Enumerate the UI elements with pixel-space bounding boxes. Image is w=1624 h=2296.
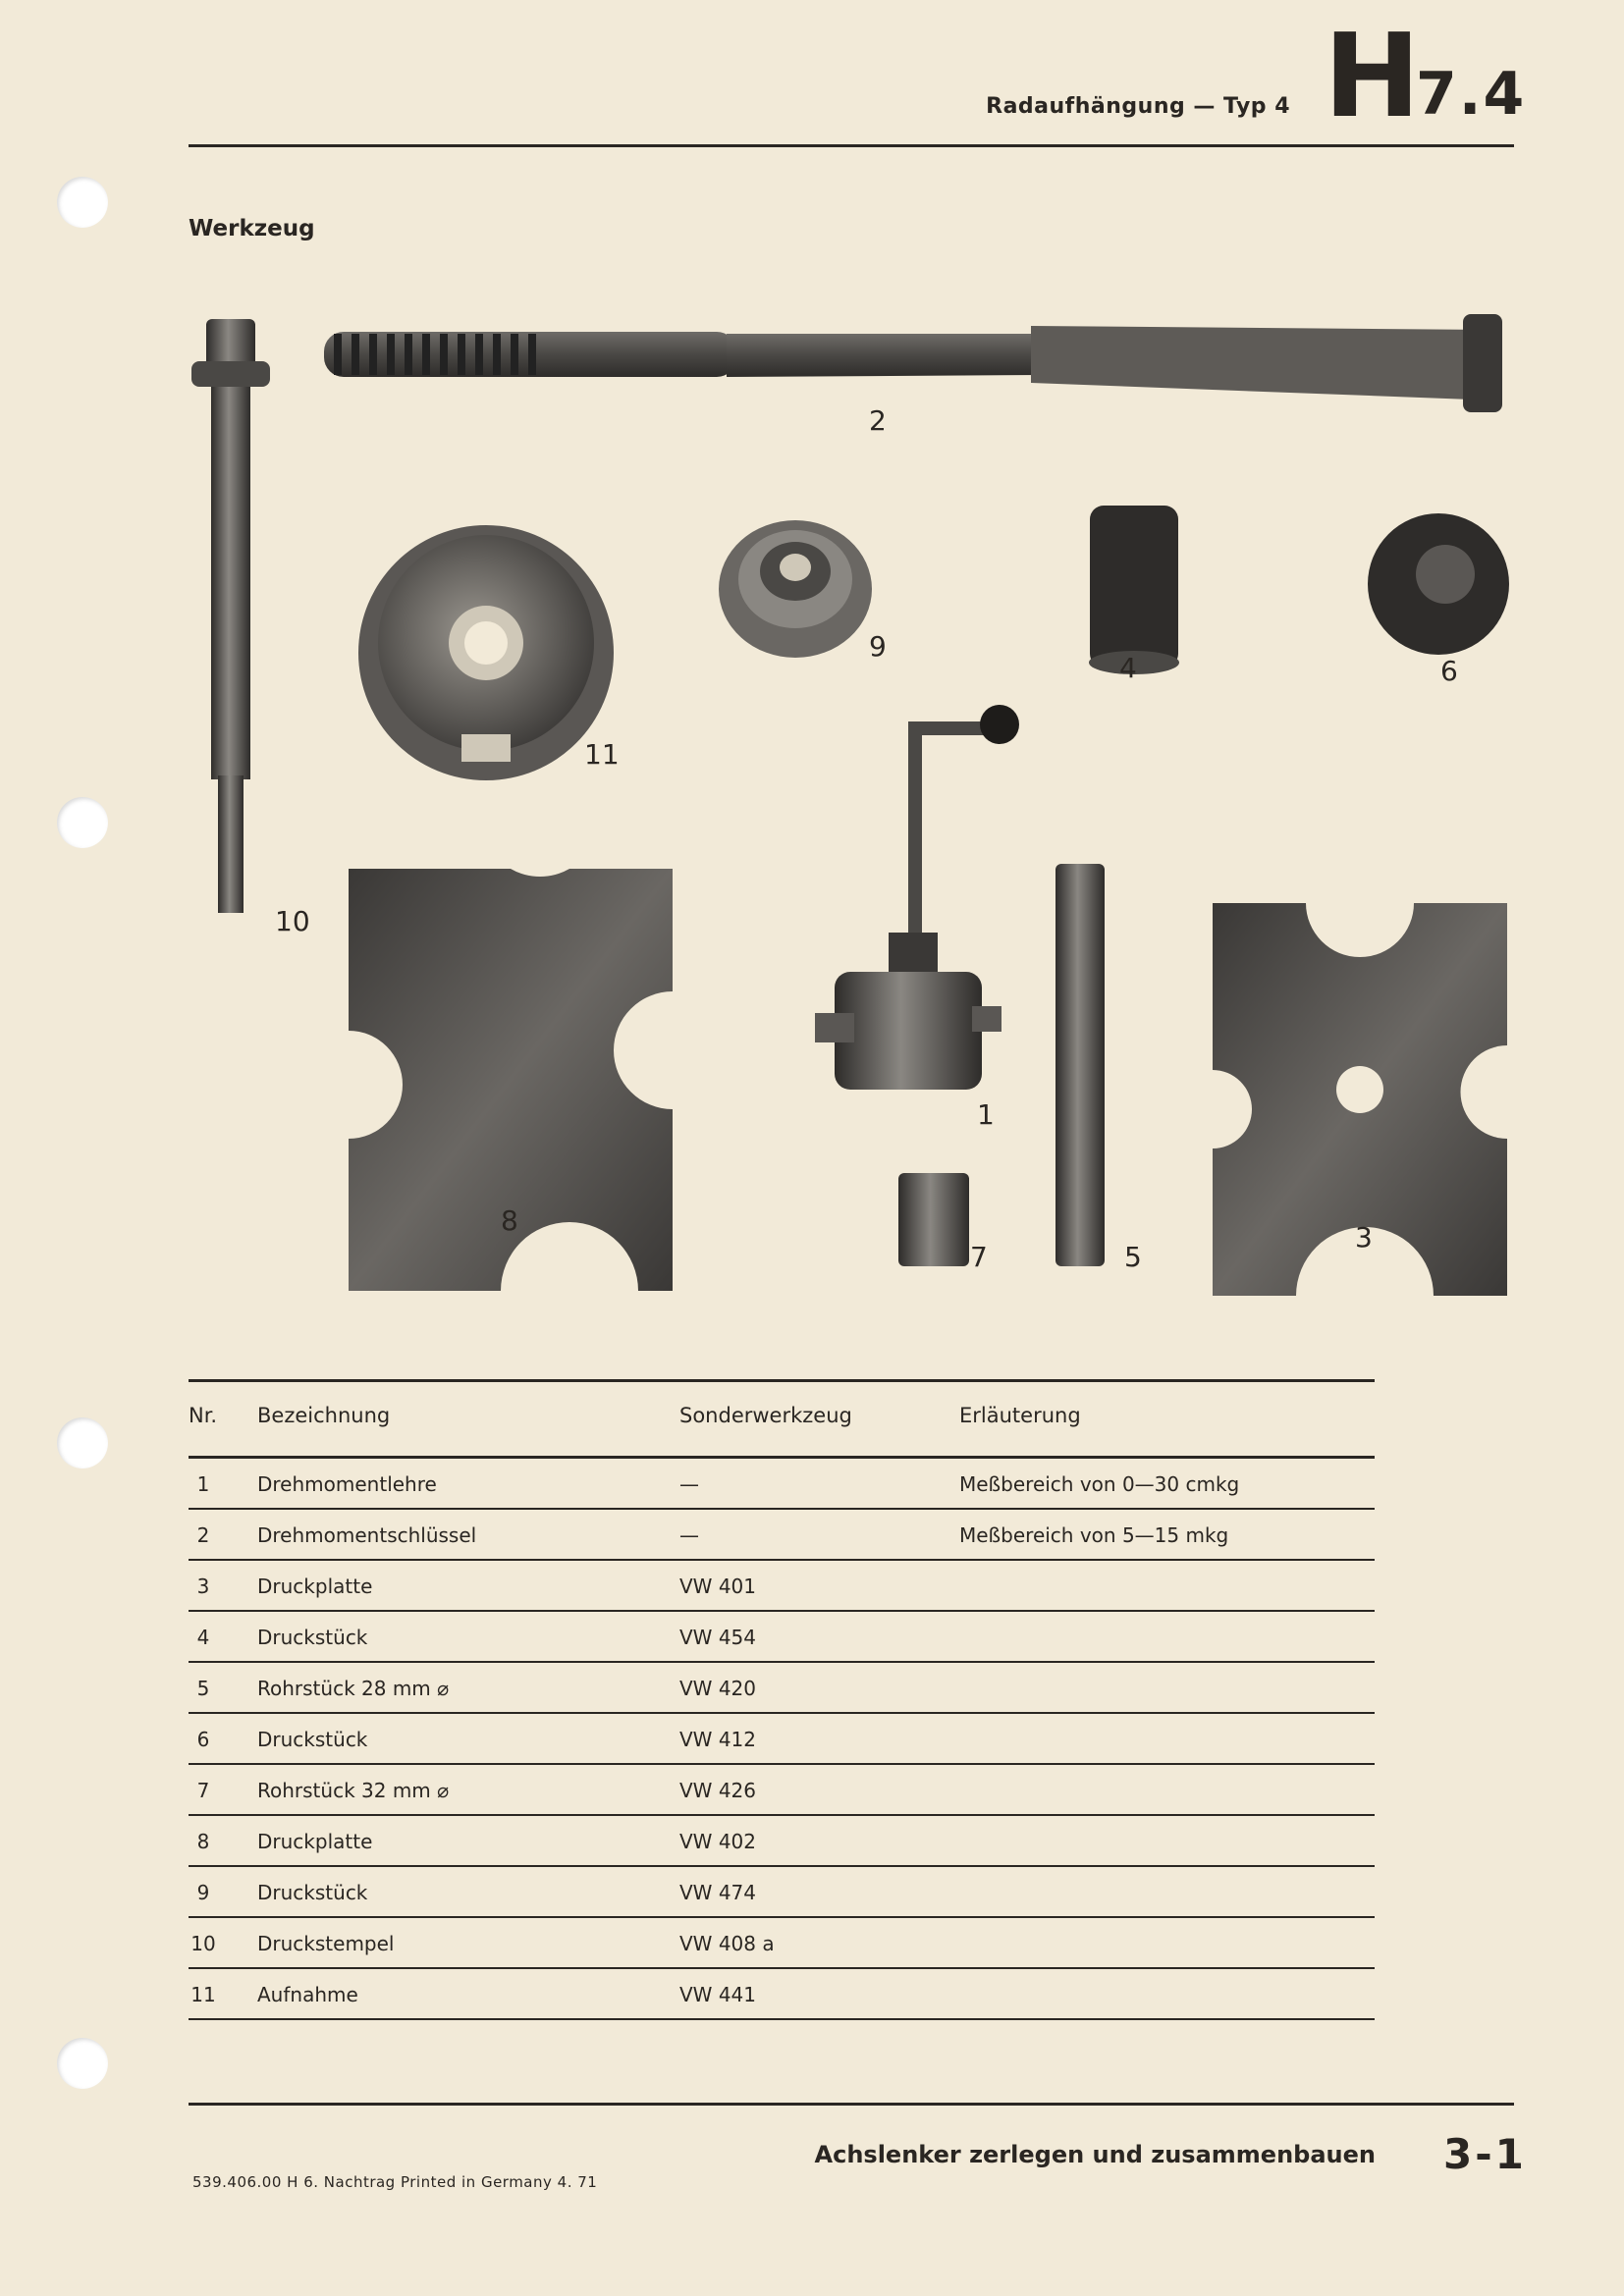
punch-hole: [57, 797, 108, 848]
table-row: [189, 1816, 1375, 1867]
cell-bezeichnung: Aufnahme: [257, 1983, 358, 2006]
cell-nr: 8: [196, 1830, 210, 1853]
tools-photo: [177, 285, 1532, 1315]
cell-nr: 3: [196, 1575, 210, 1598]
table-row: [189, 1663, 1375, 1714]
cell-nr: 9: [196, 1881, 210, 1904]
cell-bezeichnung: Drehmomentschlüssel: [257, 1523, 477, 1547]
cell-sonderwerkzeug: VW 408 a: [679, 1932, 775, 1955]
print-info: 539.406.00 H 6. Nachtrag Printed in Germany 4. 71: [192, 2173, 598, 2191]
section-letter: H: [1324, 8, 1421, 143]
cell-sonderwerkzeug: VW 441: [679, 1983, 756, 2006]
cell-sonderwerkzeug: —: [679, 1523, 699, 1547]
cell-bezeichnung: Rohrstück 32 mm ⌀: [257, 1779, 450, 1802]
cell-sonderwerkzeug: VW 401: [679, 1575, 756, 1598]
punch-hole: [57, 177, 108, 228]
tool-4-pressure-piece: [1089, 506, 1179, 674]
label-1: 1: [977, 1098, 995, 1131]
tool-2-torque-wrench: [324, 314, 1502, 412]
cell-bezeichnung: Druckstück: [257, 1881, 368, 1904]
tool-6-pressure-piece: [1368, 513, 1509, 655]
cell-bezeichnung: Druckplatte: [257, 1830, 373, 1853]
punch-hole: [57, 2038, 108, 2089]
tool-7-tube-32mm: [898, 1173, 969, 1266]
section-number: 7.4: [1416, 60, 1527, 129]
table-row-rule: [189, 2018, 1375, 2020]
col-header-erlaeuterung: Erläuterung: [959, 1404, 1081, 1427]
table-row: [189, 1714, 1375, 1765]
cell-sonderwerkzeug: VW 426: [679, 1779, 756, 1802]
section-title: Werkzeug: [189, 216, 315, 241]
col-header-nr: Nr.: [189, 1404, 218, 1427]
label-11: 11: [584, 738, 620, 771]
label-4: 4: [1119, 652, 1137, 684]
cell-nr: 11: [190, 1983, 216, 2006]
cell-bezeichnung: Druckstempel: [257, 1932, 395, 1955]
cell-sonderwerkzeug: VW 454: [679, 1626, 756, 1649]
tool-9-pressure-piece: [719, 520, 872, 658]
label-3: 3: [1355, 1221, 1373, 1254]
cell-nr: 10: [190, 1932, 216, 1955]
footer-title: Achslenker zerlegen und zusammenbauen: [814, 2141, 1376, 2168]
label-10: 10: [275, 905, 310, 937]
cell-nr: 4: [196, 1626, 210, 1649]
table-row: [189, 1612, 1375, 1663]
table-row: [189, 1918, 1375, 1969]
cell-bezeichnung: Drehmomentlehre: [257, 1472, 437, 1496]
cell-nr: 1: [196, 1472, 210, 1496]
col-header-bezeichnung: Bezeichnung: [257, 1404, 391, 1427]
table-row: [189, 1561, 1375, 1612]
col-header-sonderwerkzeug: Sonderwerkzeug: [679, 1404, 852, 1427]
header-title: Radaufhängung — Typ 4: [986, 94, 1290, 119]
table-row: [189, 1867, 1375, 1918]
cell-sonderwerkzeug: VW 474: [679, 1881, 756, 1904]
label-5: 5: [1124, 1241, 1142, 1273]
tool-5-tube-28mm: [1056, 864, 1105, 1266]
cell-sonderwerkzeug: —: [679, 1472, 699, 1496]
cell-nr: 6: [196, 1728, 210, 1751]
header-rule: [189, 144, 1514, 147]
table-row: [189, 1459, 1375, 1510]
cell-erlaeuterung: Meßbereich von 0—30 cmkg: [959, 1472, 1240, 1496]
cell-bezeichnung: Rohrstück 28 mm ⌀: [257, 1677, 450, 1700]
table-row: [189, 1969, 1375, 2020]
cell-nr: 2: [196, 1523, 210, 1547]
cell-nr: 7: [196, 1779, 210, 1802]
cell-bezeichnung: Druckplatte: [257, 1575, 373, 1598]
table-top-rule: [189, 1379, 1375, 1382]
cell-sonderwerkzeug: VW 402: [679, 1830, 756, 1853]
table-row: [189, 1510, 1375, 1561]
label-8: 8: [501, 1204, 518, 1237]
cell-erlaeuterung: Meßbereich von 5—15 mkg: [959, 1523, 1229, 1547]
table-row: [189, 1765, 1375, 1816]
label-7: 7: [970, 1241, 988, 1273]
label-6: 6: [1440, 655, 1458, 687]
cell-bezeichnung: Druckstück: [257, 1626, 368, 1649]
label-9: 9: [869, 630, 887, 663]
tool-11-mount: [358, 525, 614, 780]
label-2: 2: [869, 404, 887, 437]
tool-10-press-stamp: [191, 319, 270, 913]
punch-hole: [57, 1417, 108, 1468]
cell-nr: 5: [196, 1677, 210, 1700]
tool-1-torque-gauge: [815, 705, 1019, 1090]
footer-rule: [189, 2103, 1514, 2106]
cell-bezeichnung: Druckstück: [257, 1728, 368, 1751]
cell-sonderwerkzeug: VW 420: [679, 1677, 756, 1700]
cell-sonderwerkzeug: VW 412: [679, 1728, 756, 1751]
page-number: 3-1: [1443, 2130, 1527, 2178]
